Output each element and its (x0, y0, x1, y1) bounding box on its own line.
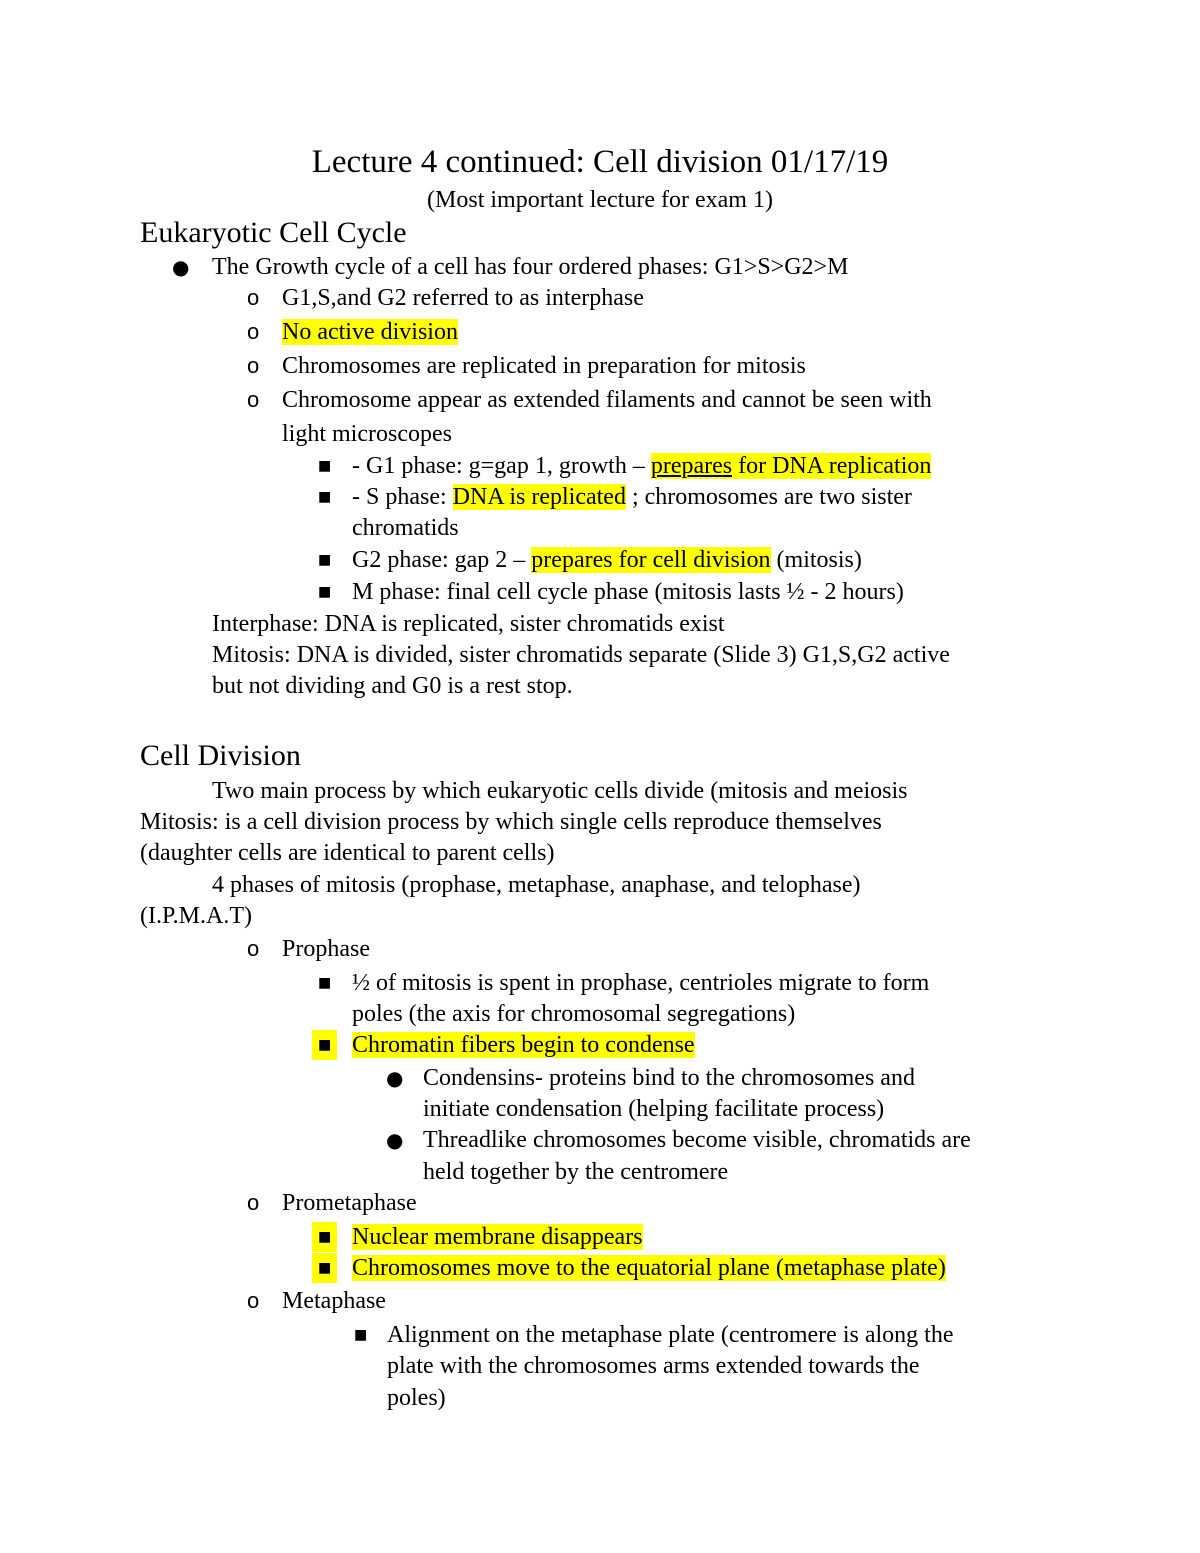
paragraph: (daughter cells are identical to parent cells) (140, 840, 555, 866)
bullet-dot-icon: ● (386, 1066, 404, 1090)
highlighted-text: Chromosomes move to the equatorial plane (metaphase plate) (352, 1255, 946, 1281)
list-item: Prophase (282, 936, 370, 962)
list-item-continuation: chromatids (352, 515, 459, 541)
paragraph: 4 phases of mitosis (prophase, metaphase, anaphase, and telophase) (212, 872, 861, 898)
list-item: M phase: final cell cycle phase (mitosis lasts ½ - 2 hours) (352, 579, 904, 605)
list-item: Alignment on the metaphase plate (centromere is along the (387, 1322, 954, 1348)
list-item (352, 545, 862, 575)
list-item-continuation: plate with the chromosomes arms extended towards the (387, 1353, 920, 1379)
highlighted-text: Nuclear membrane disappears (352, 1224, 643, 1250)
bullet-square-icon: ■ (318, 489, 332, 505)
list-item: Threadlike chromosomes become visible, chromatids are (423, 1127, 971, 1153)
bullet-circle-icon: o (247, 1190, 260, 1215)
bullet-square-icon: ■ (312, 1222, 337, 1252)
list-item-continuation: held together by the centromere (423, 1159, 729, 1185)
bullet-circle-icon: o (247, 936, 260, 961)
list-item: G1,S,and G2 referred to as interphase (282, 285, 644, 311)
highlighted-text: prepares (650, 453, 733, 479)
list-item-continuation: poles (the axis for chromosomal segregations) (352, 1001, 796, 1027)
list-item (352, 482, 912, 512)
highlighted-text: DNA is replicated (452, 484, 626, 510)
paragraph: Mitosis: is a cell division process by which single cells reproduce themselves (140, 809, 882, 835)
list-item-continuation: light microscopes (282, 421, 452, 447)
bullet-square-icon: ■ (318, 458, 332, 474)
highlighted-text: Chromatin fibers begin to condense (352, 1032, 695, 1058)
bullet-square-icon: ■ (354, 1327, 368, 1343)
list-item: Metaphase (282, 1288, 386, 1314)
list-item: Chromosomes are replicated in preparation for mitosis (282, 353, 806, 379)
text-run: - S phase: (352, 484, 453, 510)
bullet-circle-icon: o (247, 1288, 260, 1313)
list-item (352, 1253, 946, 1283)
highlighted-text: prepares for cell division (531, 547, 771, 573)
section-heading-cell-cycle: Eukaryotic Cell Cycle (140, 216, 407, 249)
bullet-square-icon: ■ (318, 975, 332, 991)
list-item: Chromosome appear as extended filaments and cannot be seen with (282, 387, 932, 413)
page-title: Lecture 4 continued: Cell division 01/17/19 (311, 144, 889, 180)
list-item-continuation: poles) (387, 1385, 446, 1411)
bullet-square-icon: ■ (312, 1253, 337, 1283)
bullet-square-icon: ■ (318, 584, 332, 600)
paragraph: (I.P.M.A.T) (140, 903, 252, 929)
paragraph: Mitosis: DNA is divided, sister chromatids separate (Slide 3) G1,S,G2 active (212, 642, 950, 668)
bullet-square-icon: ■ (318, 552, 332, 568)
section-heading-cell-division: Cell Division (140, 739, 301, 772)
highlighted-text: No active division (282, 319, 458, 345)
bullet-dot-icon: ● (386, 1128, 404, 1152)
list-item (352, 1222, 643, 1252)
highlighted-text: for DNA replication (732, 453, 932, 479)
list-item (282, 317, 458, 347)
text-run: (mitosis) (770, 547, 862, 573)
bullet-circle-icon: o (247, 285, 260, 310)
text-run: ; chromosomes are two sister (625, 484, 912, 510)
list-item-continuation: initiate condensation (helping facilitate process) (423, 1096, 885, 1122)
bullet-square-icon: ■ (312, 1030, 337, 1060)
list-item: Condensins- proteins bind to the chromosomes and (423, 1065, 915, 1091)
paragraph: Two main process by which eukaryotic cells divide (mitosis and meiosis (212, 778, 908, 804)
text-run: - G1 phase: g=gap 1, growth – (352, 453, 651, 479)
page-subtitle: (Most important lecture for exam 1) (427, 187, 773, 213)
list-item: The Growth cycle of a cell has four ordered phases: G1>S>G2>M (212, 254, 849, 280)
bullet-circle-icon: o (247, 387, 260, 412)
list-item (352, 1030, 695, 1060)
text-run: G2 phase: gap 2 – (352, 547, 532, 573)
paragraph: Interphase: DNA is replicated, sister chromatids exist (212, 611, 725, 637)
bullet-circle-icon: o (247, 319, 260, 344)
list-item: ½ of mitosis is spent in prophase, centrioles migrate to form (352, 970, 930, 996)
paragraph: but not dividing and G0 is a rest stop. (212, 673, 573, 699)
bullet-dot-icon: ● (172, 255, 190, 279)
list-item: Prometaphase (282, 1190, 417, 1216)
bullet-circle-icon: o (247, 353, 260, 378)
list-item (352, 451, 931, 481)
